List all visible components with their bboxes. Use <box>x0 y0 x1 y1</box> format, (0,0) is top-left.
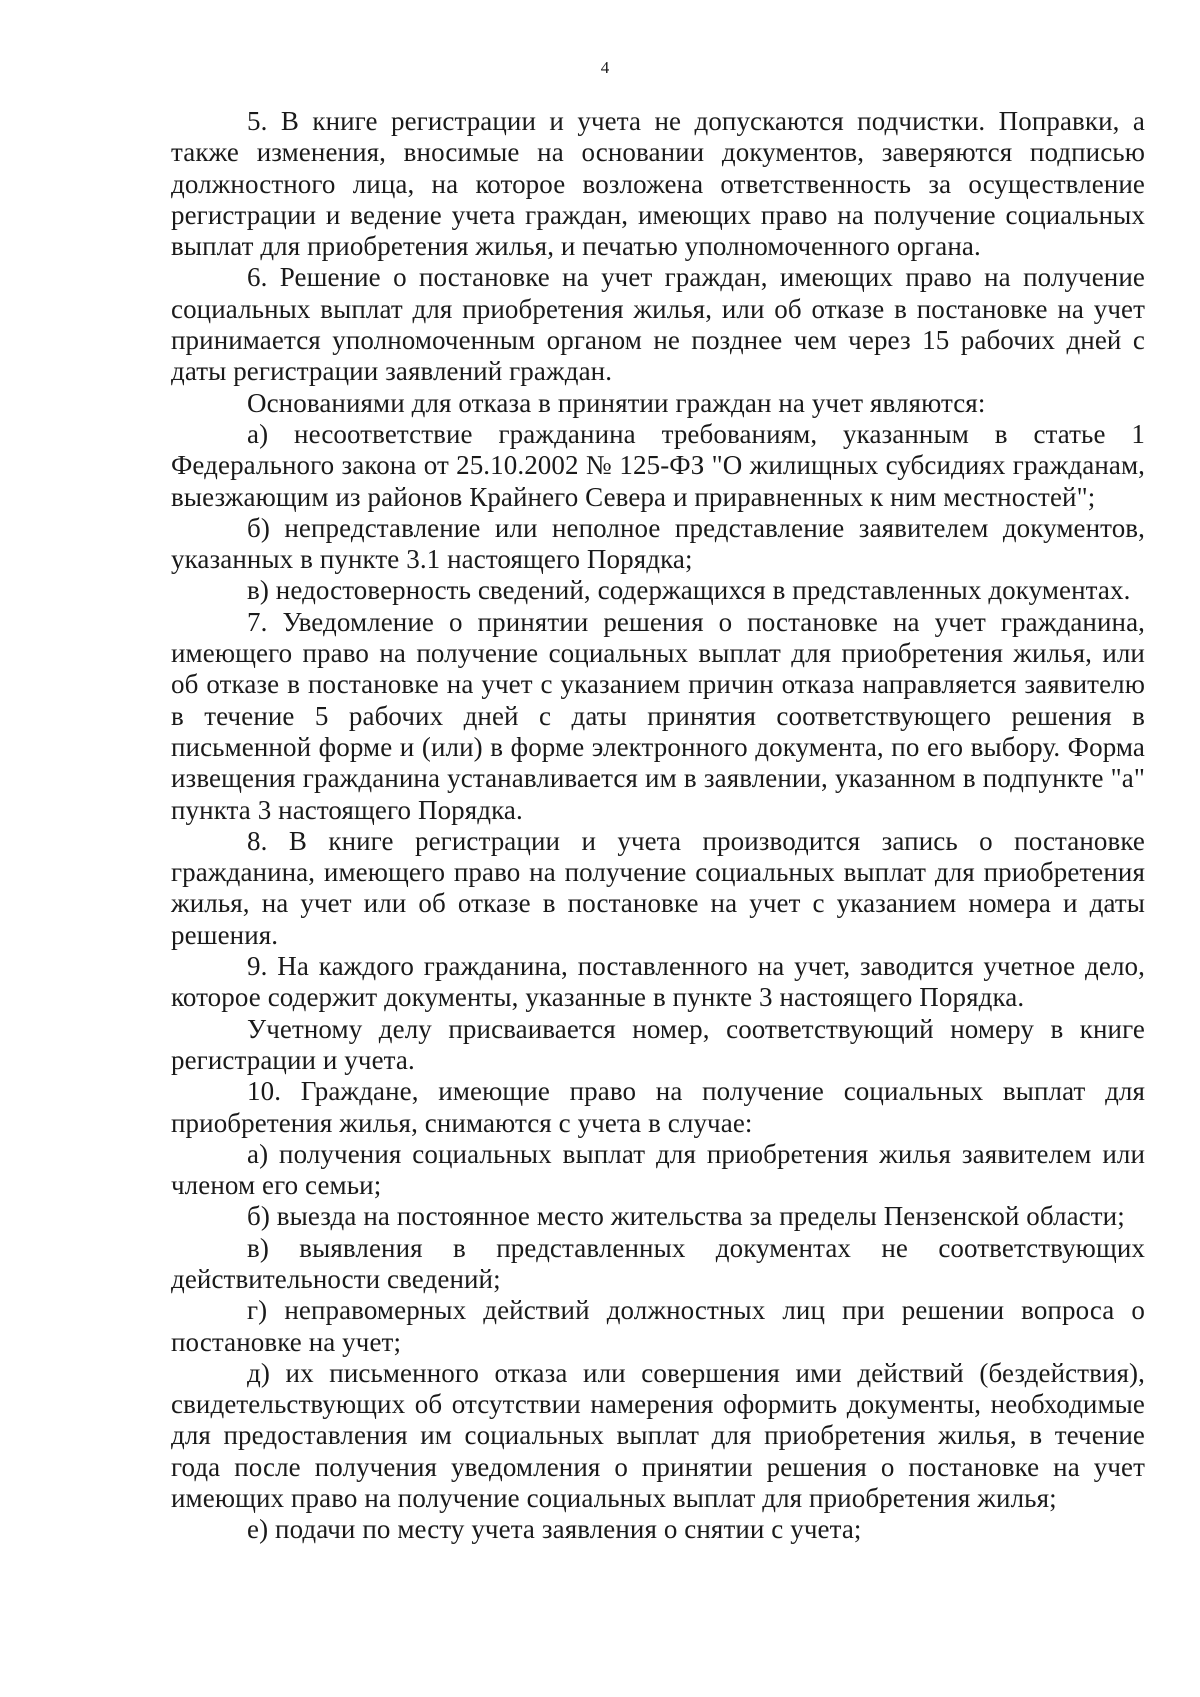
paragraph-item-10: 10. Граждане, имеющие право на получение социальных выплат для приобретения жилья, снимаются с учета в случае: <box>171 1076 1145 1138</box>
page-number: 4 <box>600 58 610 77</box>
paragraph-removal-a: а) получения социальных выплат для приобретения жилья заявителем или членом его семьи; <box>171 1138 1145 1201</box>
paragraph-item-5: 5. В книге регистрации и учета не допускаются подчистки. Поправки, а также изменения, вносимые на основании документов, заверяются подписью должностного лица, на которое возложена ответственность за осуществление регистрации и ведение учета граждан, имеющих право на получение социальных выплат для приобретения жилья, и печатью уполномоченного органа. <box>171 106 1145 262</box>
paragraph-removal-b: б) выезда на постоянное место жительства за пределы Пензенской области; <box>247 1201 1125 1232</box>
paragraph-removal-d: г) неправомерных действий должностных лиц при решении вопроса о постановке на учет; <box>171 1295 1145 1357</box>
paragraph-item-7: 7. Уведомление о принятии решения о постановке на учет гражданина, имеющего право на получение социальных выплат для приобретения жилья, или об отказе в постановке на учет с указанием причин отказа направляется заявителю в течение 5 рабочих дней с даты принятия соответствующего решения в письменной форме и (или) в форме электронного документа, по его выбору. Форма извещения гражданина устанавливается им в заявлении, указанном в подпункте "а" пункта 3 настоящего Порядка. <box>171 606 1145 825</box>
paragraph-removal-c: в) выявления в представленных документах не соответствующих действительности сведений; <box>171 1232 1145 1294</box>
paragraph-removal-f: е) подачи по месту учета заявления о снятии с учета; <box>247 1514 862 1545</box>
paragraph-refusal-grounds: Основаниями для отказа в принятии граждан на учет являются: <box>247 387 986 418</box>
document-body <box>171 106 1145 1546</box>
paragraph-refusal-a: а) несоответствие гражданина требованиям, указанным в статье 1 Федерального закона от 25.10.2002 № 125-ФЗ "О жилищных субсидиях гражданам, выезжающим из районов Крайнего Севера и приравненных к ним местностей"; <box>171 418 1145 512</box>
paragraph-item-6: 6. Решение о постановке на учет граждан, имеющих право на получение социальных выплат для приобретения жилья, или об отказе в постановке на учет принимается уполномоченным органом не позднее чем через 15 рабочих дней с даты регистрации заявлений граждан. <box>171 262 1145 387</box>
paragraph-item-9: 9. На каждого гражданина, поставленного на учет, заводится учетное дело, которое содержит документы, указанные в пункте 3 настоящего Порядка. <box>171 951 1145 1013</box>
paragraph-item-8: 8. В книге регистрации и учета производится запись о постановке гражданина, имеющего право на получение социальных выплат для приобретения жилья, на учет или об отказе в постановке на учет с указанием номера и даты решения. <box>171 825 1145 950</box>
paragraph-removal-e: д) их письменного отказа или совершения ими действий (бездействия), свидетельствующих об отсутствии намерения оформить документы, необходимые для предоставления им социальных выплат для приобретения жилья, в течение года после получения уведомления о принятии решения о постановке на учет имеющих право на получение социальных выплат для приобретения жилья; <box>171 1357 1145 1514</box>
paragraph-case-number: Учетному делу присваивается номер, соответствующий номеру в книге регистрации и учета. <box>171 1013 1145 1075</box>
paragraph-refusal-b: б) непредставление или неполное представление заявителем документов, указанных в пункте 3.1 настоящего Порядка; <box>171 512 1145 575</box>
paragraph-refusal-c: в) недостоверность сведений, содержащихся в представленных документах. <box>247 575 1131 606</box>
